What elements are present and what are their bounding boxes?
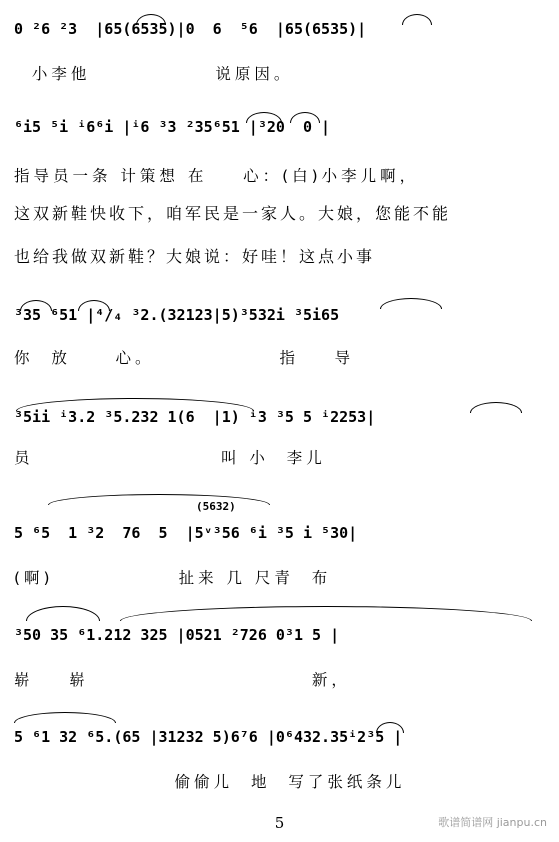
lyric-line: 小李他 说原因。 (14, 65, 294, 83)
lyric-line: 你 放 心。 指 导 (14, 349, 355, 367)
slur (402, 14, 432, 25)
notation-line: ³50 35 ⁶1.212 325 |0521 ²726 0³1 5 | (14, 626, 340, 644)
lyric-line: (啊) 扯来 几 尺青 布 (14, 569, 332, 587)
slur (78, 300, 110, 311)
slur (48, 494, 270, 505)
lyric-line: 偷偷儿 地 写了张纸条儿 (14, 773, 406, 791)
spoken-text-line: 这双新鞋快收下，咱军民是一家人。大娘，您能不能 (14, 204, 452, 223)
lyric-line: 指导员一条 计策想 在 心：(白)小李儿啊， (14, 167, 420, 185)
notation-line: 0 ²6 ²3 |65(6535)|0 6 ⁵6 |65(6535)| (14, 20, 367, 38)
notation-line: ³5ii ⁱ3.2 ³5.232 1(6 |1) ⁱ3 ³5 5 ⁱ2253| (14, 408, 376, 426)
page-number: 5 (274, 814, 285, 832)
slur (20, 300, 52, 311)
spoken-text-line: 也给我做双新鞋？大娘说：好哇！这点小事 (14, 247, 376, 266)
notation-line: ³35 ⁶51 |⁴/₄ ³2.(32123|5)³532i ³5i65 (14, 306, 340, 324)
slur (120, 606, 532, 621)
slur (136, 14, 166, 25)
slur (376, 722, 404, 733)
notation-line: ⁶i5 ⁵i ⁱ6⁶i |ⁱ6 ³3 ²35⁶51 |³20 0 | (14, 118, 331, 136)
notation-line: 5 ⁶5 1 ³2 76 5 |5ᵛ³56 ⁶i ³5 i ⁵30| (14, 524, 358, 542)
slur (14, 712, 116, 723)
slur (290, 112, 320, 123)
slur (26, 606, 100, 621)
notation-line: 5 ⁶1 32 ⁶5.(65 |31232 5)6⁷6 |0⁶432.35ⁱ2³5 | (14, 728, 403, 746)
lyric-line: 员 叫 小 李儿 (14, 449, 326, 467)
site-watermark: 歌谱简谱网 jianpu.cn (438, 816, 547, 829)
lyric-line: 崭 崭 新， (14, 671, 351, 689)
ornament-label: (5632) (196, 500, 236, 513)
slur (246, 112, 282, 123)
slur (16, 398, 254, 411)
slur (380, 298, 442, 309)
slur (470, 402, 522, 413)
